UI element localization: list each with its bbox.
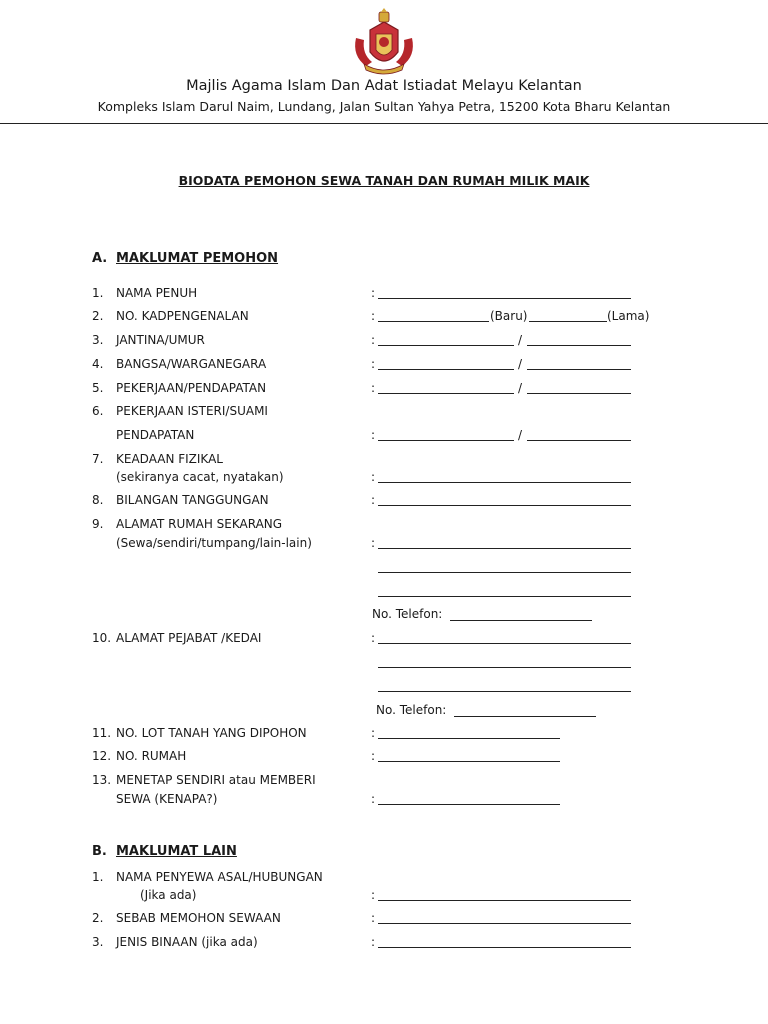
field-label-ic-number: NO. KADPENGENALAN (116, 309, 249, 323)
item-number: 8. (92, 493, 104, 507)
field-label-dependents: BILANGAN TANGGUNGAN (116, 493, 269, 507)
colon: : (371, 792, 376, 806)
ic-old-suffix: (Lama) (607, 309, 650, 323)
item-number: 10. (92, 631, 112, 645)
colon: : (371, 631, 376, 645)
colon: : (371, 286, 376, 300)
home-address-line-3[interactable] (378, 596, 631, 597)
field-label-original-tenant-note: (Jika ada) (140, 888, 197, 902)
ic-new-field[interactable] (378, 321, 489, 322)
section-a-letter: A. (92, 251, 108, 266)
colon: : (371, 935, 376, 949)
colon: : (371, 536, 376, 550)
land-lot-field[interactable] (378, 738, 560, 739)
field-label-original-tenant: NAMA PENYEWA ASAL/HUBUNGAN (116, 870, 323, 884)
colon: : (371, 911, 376, 925)
section-b-title: MAKLUMAT LAIN (116, 844, 237, 859)
section-a-title: MAKLUMAT PEMOHON (116, 251, 279, 266)
field-label-occupation-income: PEKERJAAN/PENDAPATAN (116, 381, 267, 395)
rental-reason-field[interactable] (378, 923, 631, 924)
header-divider (0, 123, 768, 124)
item-number: 7. (92, 452, 104, 466)
ic-old-field[interactable] (529, 321, 607, 322)
age-field[interactable] (527, 345, 631, 346)
ic-new-suffix: (Baru) (490, 309, 528, 323)
field-label-office-address: ALAMAT PEJABAT /KEDAI (116, 631, 262, 645)
organization-name: Majlis Agama Islam Dan Adat Istiadat Melayu Kelantan (186, 78, 582, 94)
item-number: 4. (92, 357, 104, 371)
item-number: 6. (92, 404, 104, 418)
section-a-heading (92, 251, 278, 266)
item-number: 2. (92, 911, 104, 925)
colon: : (371, 428, 376, 442)
original-tenant-field[interactable] (378, 900, 631, 901)
gender-field[interactable] (378, 345, 514, 346)
home-address-line-2[interactable] (378, 572, 631, 573)
field-label-spouse-income: PENDAPATAN (116, 428, 195, 442)
item-number: 1. (92, 286, 104, 300)
nationality-field[interactable] (527, 369, 631, 370)
dependents-field[interactable] (378, 505, 631, 506)
building-type-field[interactable] (378, 947, 631, 948)
item-number: 13. (92, 773, 112, 787)
separator-slash: / (518, 333, 523, 347)
field-label-full-name: NAMA PENUH (116, 286, 198, 300)
home-address-line-1[interactable] (378, 548, 631, 549)
separator-slash: / (518, 357, 523, 371)
colon: : (371, 309, 376, 323)
separator-slash: / (518, 428, 523, 442)
house-number-field[interactable] (378, 761, 560, 762)
field-label-building-type: JENIS BINAAN (jika ada) (116, 935, 258, 949)
field-label-gender-age: JANTINA/UMUR (116, 333, 205, 347)
field-label-rental-reason: SEBAB MEMOHON SEWAAN (116, 911, 281, 925)
section-b-letter: B. (92, 844, 107, 859)
colon: : (371, 493, 376, 507)
item-number: 1. (92, 870, 104, 884)
occupancy-field[interactable] (378, 804, 560, 805)
office-address-line-2[interactable] (378, 667, 631, 668)
office-address-line-3[interactable] (378, 691, 631, 692)
item-number: 3. (92, 935, 104, 949)
item-number: 12. (92, 749, 112, 763)
separator-slash: / (518, 381, 523, 395)
field-label-occupancy: MENETAP SENDIRI atau MEMBERI (116, 773, 316, 787)
item-number: 11. (92, 726, 112, 740)
field-label-physical-condition: KEADAAN FIZIKAL (116, 452, 223, 466)
field-label-home-address-note: (Sewa/sendiri/tumpang/lain-lain) (116, 536, 312, 550)
field-label-home-address: ALAMAT RUMAH SEKARANG (116, 517, 283, 531)
colon: : (371, 333, 376, 347)
form-title: BIODATA PEMOHON SEWA TANAH DAN RUMAH MILIK MAIK (178, 173, 590, 188)
item-number: 9. (92, 517, 104, 531)
colon: : (371, 470, 376, 484)
race-field[interactable] (378, 369, 514, 370)
full-name-field[interactable] (378, 298, 631, 299)
field-label-race-nationality: BANGSA/WARGANEGARA (116, 357, 267, 371)
office-phone-label: No. Telefon: (376, 703, 447, 717)
home-phone-label: No. Telefon: (372, 607, 443, 621)
colon: : (371, 357, 376, 371)
organization-address: Kompleks Islam Darul Naim, Lundang, Jalan Sultan Yahya Petra, 15200 Kota Bharu Kelantan (97, 99, 671, 114)
home-phone-field[interactable] (450, 620, 592, 621)
colon: : (371, 381, 376, 395)
spouse-occupation-field[interactable] (378, 440, 514, 441)
occupation-field[interactable] (378, 393, 514, 394)
field-label-land-lot: NO. LOT TANAH YANG DIPOHON (116, 726, 307, 740)
field-label-physical-condition-note: (sekiranya cacat, nyatakan) (116, 470, 284, 484)
colon: : (371, 888, 376, 902)
spouse-income-field[interactable] (527, 440, 631, 441)
field-label-occupancy-reason: SEWA (KENAPA?) (116, 792, 218, 806)
physical-condition-field[interactable] (378, 482, 631, 483)
section-b-heading (92, 844, 237, 859)
office-address-line-1[interactable] (378, 643, 631, 644)
field-label-house-number: NO. RUMAH (116, 749, 187, 763)
item-number: 2. (92, 309, 104, 323)
colon: : (371, 749, 376, 763)
income-field[interactable] (527, 393, 631, 394)
state-crest-icon (350, 8, 418, 76)
item-number: 3. (92, 333, 104, 347)
office-phone-field[interactable] (454, 716, 596, 717)
colon: : (371, 726, 376, 740)
field-label-spouse-occupation: PEKERJAAN ISTERI/SUAMI (116, 404, 268, 418)
item-number: 5. (92, 381, 104, 395)
